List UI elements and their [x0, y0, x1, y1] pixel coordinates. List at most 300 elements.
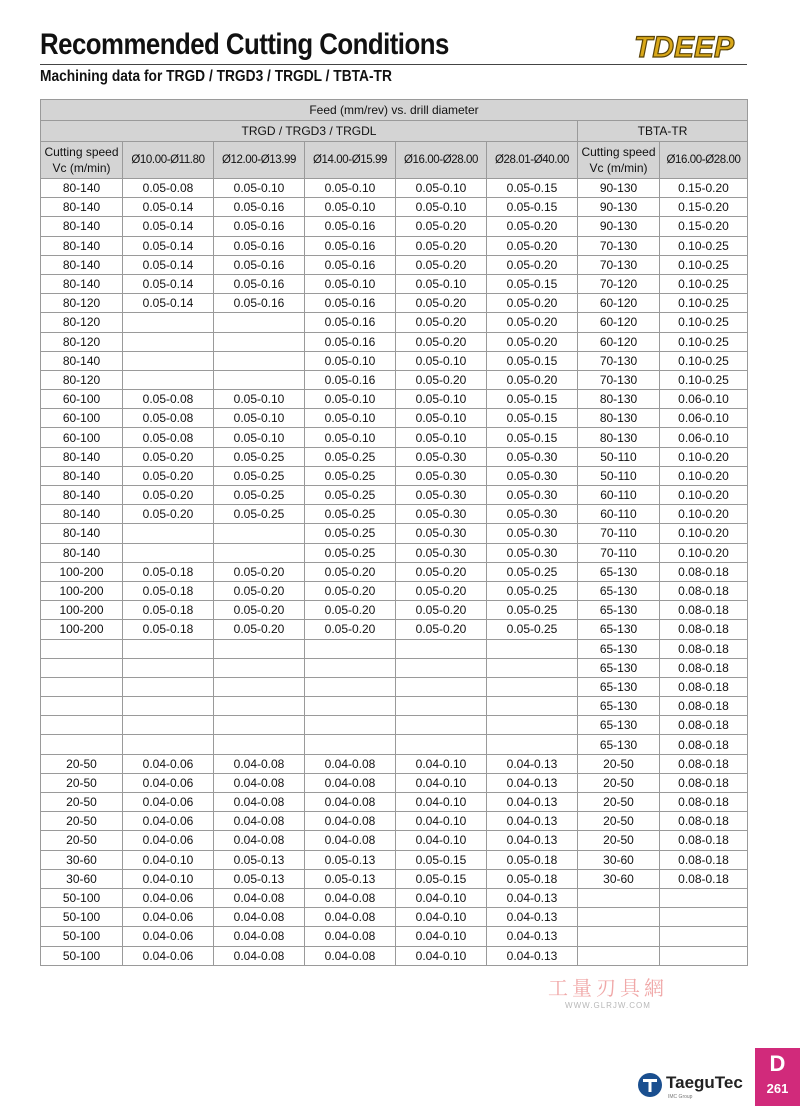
page-number: 261 [766, 1081, 789, 1096]
table-cell: 0.05-0.20 [396, 581, 487, 600]
table-cell: 50-100 [41, 927, 123, 946]
table-cell: 20-50 [578, 754, 660, 773]
table-cell: 0.10-0.25 [660, 332, 748, 351]
table-cell: 0.04-0.06 [123, 793, 214, 812]
table-cell: 0.04-0.13 [487, 831, 578, 850]
table-cell: 0.05-0.10 [305, 274, 396, 293]
table-cell [214, 351, 305, 370]
table-cell: 0.05-0.25 [214, 505, 305, 524]
table-cell: 0.05-0.10 [305, 409, 396, 428]
table-cell: 0.05-0.10 [305, 428, 396, 447]
table-cell: 50-100 [41, 888, 123, 907]
table-row [41, 466, 748, 485]
table-cell: 20-50 [578, 773, 660, 792]
table-cell: 0.05-0.20 [396, 255, 487, 274]
table-cell [487, 658, 578, 677]
table-cell: 0.04-0.08 [305, 831, 396, 850]
table-cell: 0.08-0.18 [660, 869, 748, 888]
table-cell: 0.04-0.08 [305, 908, 396, 927]
table-cell [487, 697, 578, 716]
table-cell: 30-60 [41, 869, 123, 888]
table-cell: 0.05-0.20 [396, 332, 487, 351]
table-cell: 90-130 [578, 179, 660, 198]
table-cell: 0.05-0.14 [123, 255, 214, 274]
table-cell: 0.05-0.16 [305, 294, 396, 313]
cutting-conditions-table [40, 99, 748, 966]
table-cell [214, 735, 305, 754]
table-row [41, 217, 748, 236]
table-cell: 0.05-0.20 [487, 236, 578, 255]
table-cell: 100-200 [41, 562, 123, 581]
table-row [41, 601, 748, 620]
table-cell: 0.05-0.30 [396, 486, 487, 505]
table-cell: 80-120 [41, 332, 123, 351]
table-cell: 0.05-0.25 [214, 447, 305, 466]
brand-group: IMC Group [668, 1094, 693, 1100]
table-cell: 0.05-0.10 [396, 198, 487, 217]
table-cell: 50-100 [41, 908, 123, 927]
table-cell: 0.05-0.16 [305, 370, 396, 389]
table-cell [214, 697, 305, 716]
table-cell: 0.04-0.13 [487, 888, 578, 907]
table-cell: 0.05-0.14 [123, 217, 214, 236]
table-cell: 100-200 [41, 581, 123, 600]
table-cell: 0.05-0.30 [396, 524, 487, 543]
table-cell: 0.05-0.08 [123, 409, 214, 428]
column-header: Ø14.00-Ø15.99 [305, 142, 396, 179]
table-row [41, 658, 748, 677]
table-row [41, 428, 748, 447]
table-cell: 0.08-0.18 [660, 620, 748, 639]
table-cell: 60-110 [578, 505, 660, 524]
table-cell: 70-110 [578, 524, 660, 543]
table-cell: 0.04-0.13 [487, 908, 578, 927]
table-cell: 0.05-0.16 [214, 198, 305, 217]
table-row [41, 888, 748, 907]
table-cell: 0.05-0.20 [396, 601, 487, 620]
table-cell [123, 351, 214, 370]
table-cell: 0.05-0.10 [214, 428, 305, 447]
table-cell: 0.05-0.08 [123, 428, 214, 447]
table-cell [214, 370, 305, 389]
table-cell: 90-130 [578, 198, 660, 217]
column-header: Cutting speed Vc (m/min) [578, 142, 660, 179]
table-cell: 80-140 [41, 543, 123, 562]
table-cell [214, 677, 305, 696]
table-cell: 0.10-0.25 [660, 313, 748, 332]
table-cell: 20-50 [578, 831, 660, 850]
table-row [41, 524, 748, 543]
table-cell: 0.05-0.15 [487, 179, 578, 198]
table-row [41, 351, 748, 370]
column-header: Ø12.00-Ø13.99 [214, 142, 305, 179]
brand-logo [636, 1070, 743, 1102]
table-cell: 0.05-0.20 [396, 620, 487, 639]
table-cell: 0.05-0.18 [487, 869, 578, 888]
table-cell: 0.08-0.18 [660, 716, 748, 735]
table-cell: 20-50 [578, 793, 660, 812]
table-cell: 0.05-0.13 [305, 850, 396, 869]
table-cell: 0.05-0.30 [396, 543, 487, 562]
table-cell: 65-130 [578, 697, 660, 716]
table-row [41, 831, 748, 850]
table-cell: 0.05-0.16 [305, 255, 396, 274]
table-cell: 0.05-0.10 [396, 274, 487, 293]
table-cell [123, 735, 214, 754]
table-cell: 0.05-0.14 [123, 294, 214, 313]
table-cell: 0.05-0.20 [396, 294, 487, 313]
table-cell: 90-130 [578, 217, 660, 236]
table-cell: 0.04-0.06 [123, 754, 214, 773]
table-cell [123, 313, 214, 332]
watermark [538, 942, 678, 1014]
table-cell: 80-120 [41, 313, 123, 332]
table-row [41, 486, 748, 505]
table-cell: 0.04-0.10 [396, 888, 487, 907]
table-cell: 65-130 [578, 620, 660, 639]
table-cell [305, 716, 396, 735]
section-tab [755, 1048, 800, 1106]
table-cell: 0.10-0.20 [660, 524, 748, 543]
table-cell: 0.05-0.18 [123, 562, 214, 581]
table-cell: 0.04-0.13 [487, 754, 578, 773]
table-cell: 0.05-0.10 [305, 179, 396, 198]
table-cell: 0.06-0.10 [660, 390, 748, 409]
table-cell: 0.05-0.15 [396, 850, 487, 869]
table-cell: 0.05-0.30 [487, 486, 578, 505]
table-cell [123, 543, 214, 562]
table-cell: 0.05-0.10 [214, 409, 305, 428]
tdeep-logo [632, 28, 752, 66]
table-cell: 65-130 [578, 658, 660, 677]
table-cell [578, 908, 660, 927]
table-cell: 0.04-0.06 [123, 927, 214, 946]
table-cell: 60-100 [41, 428, 123, 447]
table-row [41, 908, 748, 927]
table-cell: 0.05-0.20 [214, 562, 305, 581]
table-cell: 0.05-0.16 [305, 236, 396, 255]
table-cell [41, 716, 123, 735]
table-cell: 0.05-0.25 [305, 505, 396, 524]
table-cell: 65-130 [578, 581, 660, 600]
table-row [41, 236, 748, 255]
table-cell [660, 908, 748, 927]
table-cell [660, 888, 748, 907]
table-cell: 0.15-0.20 [660, 217, 748, 236]
group-header-trgd: TRGD / TRGD3 / TRGDL [41, 121, 578, 142]
table-cell: 0.05-0.10 [396, 390, 487, 409]
table-cell: 0.08-0.18 [660, 601, 748, 620]
page-subtitle: Machining data for TRGD / TRGD3 / TRGDL / TBTA-TR [40, 68, 392, 85]
table-cell [123, 524, 214, 543]
table-cell [41, 658, 123, 677]
table-cell: 50-100 [41, 946, 123, 965]
table-cell: 0.05-0.20 [305, 601, 396, 620]
table-cell: 65-130 [578, 562, 660, 581]
table-cell: 0.04-0.13 [487, 773, 578, 792]
table-cell: 0.08-0.18 [660, 677, 748, 696]
table-cell: 80-140 [41, 524, 123, 543]
table-cell: 0.04-0.13 [487, 812, 578, 831]
table-cell: 80-140 [41, 351, 123, 370]
table-row [41, 677, 748, 696]
table-row [41, 370, 748, 389]
table-cell: 50-110 [578, 447, 660, 466]
table-cell: 0.05-0.25 [305, 486, 396, 505]
table-cell: 60-120 [578, 294, 660, 313]
table-cell [396, 735, 487, 754]
table-cell: 0.05-0.10 [305, 198, 396, 217]
table-cell: 80-130 [578, 390, 660, 409]
table-row [41, 179, 748, 198]
table-cell: 0.05-0.20 [487, 255, 578, 274]
table-cell [123, 658, 214, 677]
table-cell: 0.04-0.06 [123, 831, 214, 850]
table-cell: 0.05-0.30 [487, 466, 578, 485]
table-cell: 0.04-0.08 [305, 946, 396, 965]
table-row [41, 543, 748, 562]
table-cell: 30-60 [578, 869, 660, 888]
table-cell: 65-130 [578, 716, 660, 735]
table-cell: 0.08-0.18 [660, 562, 748, 581]
table-cell: 20-50 [41, 831, 123, 850]
table-cell: 20-50 [41, 812, 123, 831]
table-cell: 0.04-0.08 [214, 812, 305, 831]
table-cell [41, 677, 123, 696]
table-cell: 0.04-0.13 [487, 793, 578, 812]
table-cell [396, 677, 487, 696]
table-cell [396, 658, 487, 677]
table-cell: 20-50 [41, 773, 123, 792]
table-cell: 80-140 [41, 236, 123, 255]
table-cell: 0.05-0.20 [305, 562, 396, 581]
table-cell [123, 697, 214, 716]
table-cell: 0.05-0.13 [305, 869, 396, 888]
table-row [41, 313, 748, 332]
tdeep-logo-text: TDEEP [634, 31, 735, 64]
table-cell: 50-110 [578, 466, 660, 485]
table-cell: 0.05-0.30 [396, 447, 487, 466]
table-row [41, 754, 748, 773]
table-cell [41, 639, 123, 658]
table-row [41, 581, 748, 600]
table-row [41, 332, 748, 351]
table-cell: 0.06-0.10 [660, 428, 748, 447]
table-cell: 0.04-0.10 [396, 793, 487, 812]
table-cell: 80-140 [41, 274, 123, 293]
table-cell: 0.04-0.06 [123, 888, 214, 907]
brand-name: TaeguTec [666, 1073, 743, 1092]
table-cell: 0.05-0.25 [305, 524, 396, 543]
table-cell [214, 658, 305, 677]
table-cell: 60-100 [41, 409, 123, 428]
table-row [41, 697, 748, 716]
table-cell: 0.05-0.30 [396, 466, 487, 485]
table-cell: 0.08-0.18 [660, 639, 748, 658]
table-cell: 0.04-0.08 [214, 831, 305, 850]
table-cell: 0.04-0.08 [214, 793, 305, 812]
table-cell [578, 888, 660, 907]
table-cell: 0.05-0.20 [305, 581, 396, 600]
table-body [41, 179, 748, 966]
table-caption: Feed (mm/rev) vs. drill diameter [41, 100, 748, 121]
table-cell: 0.04-0.10 [396, 773, 487, 792]
table-cell [487, 716, 578, 735]
table-cell: 0.05-0.10 [305, 390, 396, 409]
table-cell: 80-140 [41, 505, 123, 524]
table-cell: 0.10-0.25 [660, 294, 748, 313]
table-cell: 0.04-0.08 [305, 793, 396, 812]
table-cell: 0.05-0.16 [214, 217, 305, 236]
table-cell: 80-120 [41, 294, 123, 313]
table-cell: 0.04-0.10 [396, 908, 487, 927]
table-row [41, 869, 748, 888]
table-cell: 0.05-0.25 [305, 447, 396, 466]
page-title: Recommended Cutting Conditions [40, 28, 449, 61]
table-cell [123, 370, 214, 389]
table-cell: 0.05-0.20 [487, 294, 578, 313]
table-cell: 65-130 [578, 735, 660, 754]
table-cell: 0.08-0.18 [660, 754, 748, 773]
table-cell: 70-130 [578, 351, 660, 370]
table-cell: 0.04-0.08 [214, 773, 305, 792]
table-cell: 70-130 [578, 255, 660, 274]
table-cell: 0.05-0.15 [487, 274, 578, 293]
table-cell: 0.08-0.18 [660, 773, 748, 792]
table-cell: 80-140 [41, 486, 123, 505]
table-cell: 0.05-0.20 [123, 505, 214, 524]
table-cell: 0.05-0.20 [305, 620, 396, 639]
table-cell [41, 697, 123, 716]
table-cell [487, 677, 578, 696]
table-row [41, 562, 748, 581]
table-cell: 0.05-0.25 [487, 562, 578, 581]
table-cell [123, 716, 214, 735]
table-cell: 0.05-0.10 [396, 409, 487, 428]
table-cell: 0.08-0.18 [660, 793, 748, 812]
table-cell: 0.04-0.13 [487, 927, 578, 946]
table-cell: 0.15-0.20 [660, 198, 748, 217]
table-row [41, 812, 748, 831]
table-cell [123, 639, 214, 658]
table-cell: 0.05-0.20 [487, 313, 578, 332]
table-cell: 65-130 [578, 601, 660, 620]
table-cell: 0.04-0.10 [396, 946, 487, 965]
table-cell [396, 716, 487, 735]
table-cell [487, 735, 578, 754]
table-cell: 0.05-0.13 [214, 850, 305, 869]
table-cell [305, 697, 396, 716]
table-cell: 0.08-0.18 [660, 812, 748, 831]
table-cell: 0.05-0.10 [396, 428, 487, 447]
table-cell: 60-110 [578, 486, 660, 505]
table-cell: 0.05-0.16 [214, 236, 305, 255]
table-cell: 0.05-0.25 [305, 466, 396, 485]
table-cell: 0.05-0.20 [123, 447, 214, 466]
table-cell: 0.04-0.06 [123, 908, 214, 927]
table-cell: 0.05-0.16 [214, 274, 305, 293]
table-cell: 0.05-0.14 [123, 274, 214, 293]
table-cell: 0.08-0.18 [660, 581, 748, 600]
table-cell: 0.05-0.15 [487, 409, 578, 428]
table-cell: 0.05-0.15 [396, 869, 487, 888]
table-cell: 30-60 [578, 850, 660, 869]
table-row [41, 294, 748, 313]
table-cell: 0.04-0.06 [123, 946, 214, 965]
table-row [41, 639, 748, 658]
table-cell: 0.04-0.08 [214, 754, 305, 773]
table-cell: 0.04-0.08 [214, 946, 305, 965]
table-cell: 0.04-0.10 [123, 850, 214, 869]
table-cell: 0.04-0.08 [305, 812, 396, 831]
table-cell: 0.04-0.10 [396, 812, 487, 831]
table-cell: 0.05-0.16 [305, 313, 396, 332]
table-cell: 0.04-0.08 [305, 927, 396, 946]
table-cell: 0.05-0.30 [487, 447, 578, 466]
table-cell: 0.05-0.20 [396, 236, 487, 255]
table-cell: 70-120 [578, 274, 660, 293]
column-header: Ø28.01-Ø40.00 [487, 142, 578, 179]
table-cell: 20-50 [578, 812, 660, 831]
table-cell: 0.04-0.06 [123, 773, 214, 792]
table-row [41, 793, 748, 812]
table-cell: 80-140 [41, 255, 123, 274]
table-cell: 70-130 [578, 236, 660, 255]
table-row [41, 274, 748, 293]
table-cell: 0.05-0.16 [305, 217, 396, 236]
table-cell: 0.10-0.25 [660, 274, 748, 293]
column-header: Ø16.00-Ø28.00 [396, 142, 487, 179]
table-cell: 70-110 [578, 543, 660, 562]
table-cell: 0.05-0.20 [214, 620, 305, 639]
table-cell: 80-140 [41, 447, 123, 466]
table-cell: 0.05-0.15 [487, 428, 578, 447]
table-cell [487, 639, 578, 658]
table-cell: 0.10-0.20 [660, 505, 748, 524]
table-cell: 80-130 [578, 409, 660, 428]
table-cell: 20-50 [41, 754, 123, 773]
table-cell: 80-140 [41, 179, 123, 198]
watermark-url: WWW.GLRJW.COM [565, 1001, 651, 1010]
table-cell: 0.05-0.10 [214, 390, 305, 409]
table-cell: 0.10-0.25 [660, 370, 748, 389]
table-cell [396, 639, 487, 658]
table-cell: 0.05-0.14 [123, 236, 214, 255]
table-cell: 0.04-0.08 [305, 754, 396, 773]
table-cell: 0.15-0.20 [660, 179, 748, 198]
taegutec-emblem-icon [636, 1070, 664, 1100]
table-cell: 100-200 [41, 601, 123, 620]
table-cell [123, 332, 214, 351]
table-cell: 70-130 [578, 370, 660, 389]
table-cell: 65-130 [578, 677, 660, 696]
table-cell: 80-140 [41, 217, 123, 236]
table-cell: 0.05-0.25 [487, 581, 578, 600]
table-cell: 60-120 [578, 313, 660, 332]
table-row [41, 390, 748, 409]
table-cell: 0.05-0.10 [396, 351, 487, 370]
table-cell: 30-60 [41, 850, 123, 869]
table-row [41, 620, 748, 639]
table-cell: 0.05-0.15 [487, 351, 578, 370]
table-cell: 0.04-0.10 [396, 754, 487, 773]
table-cell: 0.04-0.08 [305, 773, 396, 792]
column-header: Cutting speed Vc (m/min) [41, 142, 123, 179]
table-cell: 0.04-0.08 [214, 888, 305, 907]
table-cell: 0.10-0.25 [660, 236, 748, 255]
table-cell: 0.05-0.20 [487, 217, 578, 236]
table-cell: 0.05-0.15 [487, 198, 578, 217]
